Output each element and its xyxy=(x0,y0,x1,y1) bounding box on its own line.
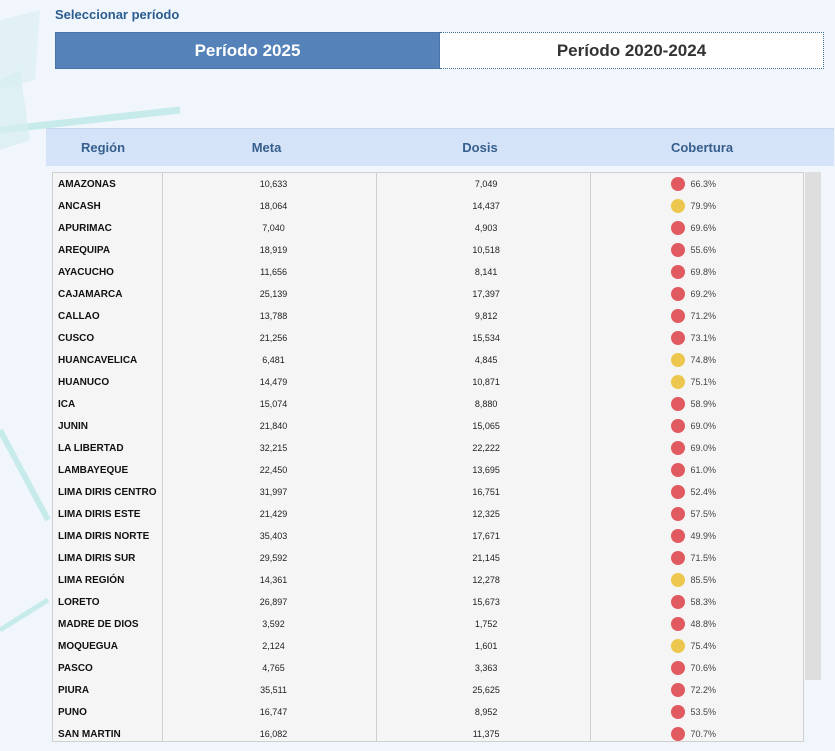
cell-cobertura xyxy=(592,177,803,191)
cell-region: HUANUCO xyxy=(58,376,110,388)
cobertura-value: 69.0% xyxy=(690,421,716,431)
status-dot-icon xyxy=(671,485,685,499)
cobertura-value: 58.9% xyxy=(690,399,716,409)
cobertura-value: 69.2% xyxy=(690,289,716,299)
table-row[interactable] xyxy=(53,591,803,613)
table-row[interactable] xyxy=(53,415,803,437)
cell-dosis: 15,673 xyxy=(472,597,500,607)
cell-meta: 21,840 xyxy=(259,421,288,431)
cell-dosis: 1,601 xyxy=(474,641,498,651)
cell-region: LIMA DIRIS NORTE xyxy=(58,530,150,542)
cell-dosis: 10,871 xyxy=(472,377,500,387)
table-row[interactable] xyxy=(53,569,803,591)
cobertura-value: 53.5% xyxy=(690,707,716,717)
cell-meta: 22,450 xyxy=(259,465,288,475)
status-dot-icon xyxy=(671,683,685,697)
cell-meta: 18,919 xyxy=(259,245,288,255)
cell-cobertura xyxy=(592,727,803,741)
cobertura-value: 69.8% xyxy=(690,267,716,277)
cell-region: AMAZONAS xyxy=(58,178,116,190)
status-dot-icon xyxy=(671,221,685,235)
cell-dosis: 4,845 xyxy=(474,355,498,365)
cell-dosis: 8,141 xyxy=(474,267,498,277)
table-header xyxy=(46,128,834,166)
cell-dosis: 10,518 xyxy=(472,245,500,255)
cell-region: LIMA DIRIS SUR xyxy=(58,552,136,564)
cell-dosis: 17,397 xyxy=(472,289,500,299)
cell-dosis: 9,812 xyxy=(474,311,498,321)
cell-meta: 11,656 xyxy=(260,267,287,277)
cell-meta: 13,788 xyxy=(259,311,288,321)
cell-dosis: 15,534 xyxy=(472,333,500,343)
cobertura-value: 66.3% xyxy=(690,179,716,189)
cobertura-value: 73.1% xyxy=(690,333,716,343)
cell-meta: 2,124 xyxy=(262,641,285,651)
status-dot-icon xyxy=(671,177,685,191)
cell-meta: 31,997 xyxy=(259,487,288,497)
cobertura-value: 49.9% xyxy=(690,531,716,541)
cobertura-value: 85.5% xyxy=(690,575,716,585)
cell-cobertura xyxy=(592,375,803,389)
cobertura-value: 71.2% xyxy=(690,311,716,321)
cell-region: PASCO xyxy=(58,662,93,674)
table-row[interactable] xyxy=(53,679,803,701)
cell-region: ANCASH xyxy=(58,200,101,212)
cell-region: LAMBAYEQUE xyxy=(58,464,129,476)
cell-meta: 21,256 xyxy=(259,333,288,343)
cell-meta: 29,592 xyxy=(259,553,288,563)
status-dot-icon xyxy=(671,309,685,323)
cell-meta: 14,361 xyxy=(259,575,288,585)
status-dot-icon xyxy=(671,639,685,653)
cell-meta: 35,403 xyxy=(259,531,288,541)
status-dot-icon xyxy=(671,199,685,213)
status-dot-icon xyxy=(671,375,685,389)
status-dot-icon xyxy=(671,353,685,367)
cell-meta: 32,215 xyxy=(259,443,288,453)
cell-cobertura xyxy=(592,463,803,477)
cell-region: JUNIN xyxy=(58,420,89,432)
status-dot-icon xyxy=(671,573,685,587)
status-dot-icon xyxy=(671,705,685,719)
cell-region: APURIMAC xyxy=(58,222,112,234)
table-row[interactable] xyxy=(53,459,803,481)
status-dot-icon xyxy=(671,507,685,521)
cell-dosis: 13,695 xyxy=(472,465,500,475)
table-row[interactable] xyxy=(53,481,803,503)
table-row[interactable] xyxy=(53,525,803,547)
cell-dosis: 16,751 xyxy=(472,487,500,497)
table-row[interactable] xyxy=(53,503,803,525)
cell-cobertura xyxy=(592,573,803,587)
status-dot-icon xyxy=(671,441,685,455)
cell-region: LIMA REGIÓN xyxy=(58,574,125,586)
cell-meta: 6,481 xyxy=(262,355,285,365)
cell-dosis: 12,278 xyxy=(472,575,500,585)
table-row[interactable] xyxy=(53,657,803,679)
cobertura-value: 75.4% xyxy=(690,641,716,651)
cell-region: MOQUEGUA xyxy=(58,640,118,652)
table-row[interactable] xyxy=(53,635,803,657)
table-row[interactable] xyxy=(53,173,803,195)
cobertura-value: 58.3% xyxy=(690,597,716,607)
cell-cobertura xyxy=(592,243,803,257)
cell-cobertura xyxy=(592,705,803,719)
select-period-label: Seleccionar período xyxy=(55,7,180,22)
cell-dosis: 1,752 xyxy=(474,619,498,629)
cell-region: AYACUCHO xyxy=(58,266,114,278)
column-header-meta[interactable]: Meta xyxy=(251,140,282,155)
cell-cobertura xyxy=(592,265,803,279)
status-dot-icon xyxy=(671,287,685,301)
cell-meta: 10,633 xyxy=(259,179,288,189)
cobertura-value: 57.5% xyxy=(690,509,716,519)
cell-cobertura xyxy=(592,485,803,499)
cell-dosis: 22,222 xyxy=(472,443,500,453)
cell-meta: 35,511 xyxy=(260,685,287,695)
cell-region: MADRE DE DIOS xyxy=(58,618,139,630)
cell-meta: 18,064 xyxy=(259,201,288,211)
cell-cobertura xyxy=(592,309,803,323)
cell-region: CALLAO xyxy=(58,310,100,322)
status-dot-icon xyxy=(671,661,685,675)
cell-cobertura xyxy=(592,331,803,345)
table-row[interactable] xyxy=(53,261,803,283)
cobertura-value: 55.6% xyxy=(690,245,716,255)
status-dot-icon xyxy=(671,551,685,565)
period-tabs xyxy=(55,32,824,69)
cell-cobertura xyxy=(592,661,803,675)
cobertura-value: 61.0% xyxy=(690,465,716,475)
cell-dosis: 15,065 xyxy=(472,421,500,431)
table-row[interactable] xyxy=(53,547,803,569)
cobertura-value: 69.6% xyxy=(690,223,716,233)
cell-region: ICA xyxy=(58,398,76,410)
cobertura-value: 48.8% xyxy=(690,619,716,629)
status-dot-icon xyxy=(671,397,685,411)
cell-region: CAJAMARCA xyxy=(58,288,123,300)
cell-cobertura xyxy=(592,287,803,301)
cell-meta: 3,592 xyxy=(262,619,285,629)
cell-meta: 4,765 xyxy=(262,663,285,673)
status-dot-icon xyxy=(671,419,685,433)
cobertura-value: 72.2% xyxy=(690,685,716,695)
cell-cobertura xyxy=(592,419,803,433)
cell-dosis: 11,375 xyxy=(472,729,500,739)
status-dot-icon xyxy=(671,595,685,609)
cell-cobertura xyxy=(592,199,803,213)
cell-cobertura xyxy=(592,529,803,543)
cobertura-value: 69.0% xyxy=(690,443,716,453)
cell-meta: 15,074 xyxy=(259,399,288,409)
cell-dosis: 7,049 xyxy=(474,179,498,189)
cell-cobertura xyxy=(592,397,803,411)
cell-region: LORETO xyxy=(58,596,100,608)
cell-cobertura xyxy=(592,353,803,367)
table-row[interactable] xyxy=(53,613,803,635)
cell-dosis: 25,625 xyxy=(472,685,500,695)
cell-region: HUANCAVELICA xyxy=(58,354,138,366)
cobertura-value: 75.1% xyxy=(690,377,716,387)
status-dot-icon xyxy=(671,529,685,543)
cell-meta: 14,479 xyxy=(259,377,288,387)
column-header-region[interactable]: Región xyxy=(80,140,126,155)
cobertura-value: 70.7% xyxy=(690,729,716,739)
cobertura-value: 70.6% xyxy=(690,663,716,673)
cell-dosis: 8,952 xyxy=(474,707,498,717)
cell-region: PUNO xyxy=(58,706,87,718)
cell-cobertura xyxy=(592,551,803,565)
table-row[interactable] xyxy=(53,371,803,393)
tab-period-2020-2024[interactable]: Período 2020-2024 xyxy=(440,32,824,69)
table-row[interactable] xyxy=(53,195,803,217)
cell-cobertura xyxy=(592,441,803,455)
cell-region: CUSCO xyxy=(58,332,95,344)
table-scrollbar[interactable] xyxy=(805,172,821,680)
table-row[interactable] xyxy=(53,393,803,415)
cell-meta: 26,897 xyxy=(259,597,288,607)
cobertura-value: 79.9% xyxy=(690,201,716,211)
cell-dosis: 14,437 xyxy=(472,201,500,211)
table-row[interactable] xyxy=(53,701,803,723)
status-dot-icon xyxy=(671,265,685,279)
cell-dosis: 3,363 xyxy=(474,663,498,673)
table-row[interactable] xyxy=(53,305,803,327)
cell-region: LIMA DIRIS ESTE xyxy=(58,508,141,520)
cell-cobertura xyxy=(592,639,803,653)
cell-meta: 21,429 xyxy=(259,509,288,519)
cell-cobertura xyxy=(592,221,803,235)
table-row[interactable] xyxy=(53,327,803,349)
table-row[interactable] xyxy=(53,723,803,742)
tab-period-2025[interactable]: Período 2025 xyxy=(55,32,440,69)
table-row[interactable] xyxy=(53,437,803,459)
table-row[interactable] xyxy=(53,283,803,305)
cell-cobertura xyxy=(592,683,803,697)
cell-dosis: 4,903 xyxy=(474,223,498,233)
cell-cobertura xyxy=(592,595,803,609)
cell-dosis: 17,671 xyxy=(472,531,500,541)
cell-meta: 7,040 xyxy=(262,223,285,233)
cell-dosis: 12,325 xyxy=(472,509,500,519)
status-dot-icon xyxy=(671,331,685,345)
cell-region: AREQUIPA xyxy=(58,244,111,256)
cell-meta: 16,082 xyxy=(259,729,288,739)
status-dot-icon xyxy=(671,727,685,741)
column-header-cobertura[interactable]: Cobertura xyxy=(670,140,734,155)
cell-region: LIMA DIRIS CENTRO xyxy=(58,486,157,498)
cobertura-value: 52.4% xyxy=(690,487,716,497)
column-header-dosis[interactable]: Dosis xyxy=(462,140,498,155)
cell-cobertura xyxy=(592,507,803,521)
cell-region: LA LIBERTAD xyxy=(58,442,124,454)
cell-dosis: 8,880 xyxy=(474,399,498,409)
status-dot-icon xyxy=(671,463,685,477)
status-dot-icon xyxy=(671,617,685,631)
cell-dosis: 21,145 xyxy=(472,553,500,563)
table-row[interactable] xyxy=(53,349,803,371)
cobertura-value: 74.8% xyxy=(690,355,716,365)
cell-region: SAN MARTIN xyxy=(58,728,121,740)
status-dot-icon xyxy=(671,243,685,257)
table-row[interactable] xyxy=(53,239,803,261)
table-row[interactable] xyxy=(53,217,803,239)
cell-cobertura xyxy=(592,617,803,631)
table-body xyxy=(52,172,804,742)
cell-meta: 16,747 xyxy=(259,707,288,717)
cobertura-value: 71.5% xyxy=(690,553,716,563)
cell-region: PIURA xyxy=(58,684,90,696)
cell-meta: 25,139 xyxy=(259,289,288,299)
